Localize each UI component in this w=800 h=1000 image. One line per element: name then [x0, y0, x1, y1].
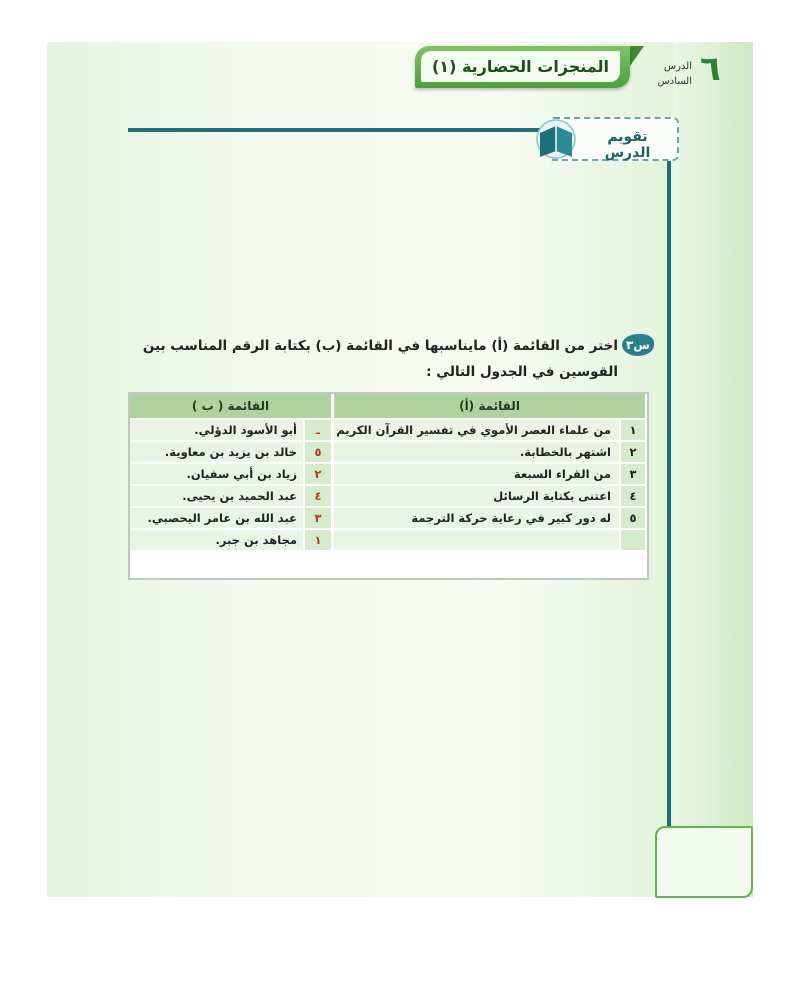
question-badge: س٣ — [622, 334, 654, 356]
title-tab — [415, 46, 630, 88]
lesson-label — [640, 60, 692, 89]
list-b-item: خالد بن يزيد بن معاوية. — [130, 442, 303, 462]
list-a-number: ٥ — [621, 508, 645, 528]
list-a-number: ١ — [621, 420, 645, 440]
list-a-number: ٤ — [621, 486, 645, 506]
list-b-item: أبو الأسود الدؤلي. — [130, 420, 303, 440]
list-a-number: ٢ — [621, 442, 645, 462]
table-header-list-b: القائمة ( ب ) — [130, 394, 331, 418]
list-a-number — [621, 530, 645, 550]
list-a-item — [334, 530, 619, 550]
list-b-answer: ٤ — [305, 486, 331, 506]
list-a-item: له دور كبير في رعاية حركة الترجمة — [334, 508, 619, 528]
title-tab-fold — [630, 46, 644, 66]
list-b-item: عبد الله بن عامر اليحصبي. — [130, 508, 303, 528]
list-b-item: مجاهد بن جبر. — [130, 530, 303, 550]
page-title: المنجزات الحضارية (١) — [421, 51, 620, 82]
section-divider-line — [128, 128, 548, 132]
list-b-answer: ٣ — [305, 508, 331, 528]
list-a-item: من القراء السبعة — [334, 464, 619, 484]
review-title: تقويم الدرس — [604, 129, 651, 161]
lesson-label-line1: الدرس — [663, 61, 692, 72]
list-b-answer: ـ — [305, 420, 331, 440]
list-b-answer: ٥ — [305, 442, 331, 462]
list-a-item: اعتنى بكتابة الرسائل — [334, 486, 619, 506]
list-a-number: ٣ — [621, 464, 645, 484]
question-text: اختر من القائمة (أ) مايناسبها في القائمة (ب) بكتابة الرقم المناسب بين القوسين في الجدول التالي : — [142, 338, 618, 380]
list-b-answer: ٢ — [305, 464, 331, 484]
book-icon — [534, 117, 580, 161]
list-a-item: من علماء العصر الأموي في تفسير القرآن الكريم — [334, 420, 619, 440]
page-corner-box — [655, 826, 753, 898]
list-b-item: عبد الحميد بن يحيى. — [130, 486, 303, 506]
lesson-label-line2: السادس — [657, 75, 692, 87]
page-side-strip — [673, 42, 753, 897]
list-a-item: اشتهر بالخطابة. — [334, 442, 619, 462]
matching-table — [128, 392, 649, 580]
list-b-item: زياد بن أبي سفيان. — [130, 464, 303, 484]
list-b-answer: ١ — [305, 530, 331, 550]
lesson-number: ٦ — [700, 49, 721, 89]
vertical-divider-line — [667, 150, 671, 830]
table-header-list-a: القائمة (أ) — [334, 394, 645, 418]
